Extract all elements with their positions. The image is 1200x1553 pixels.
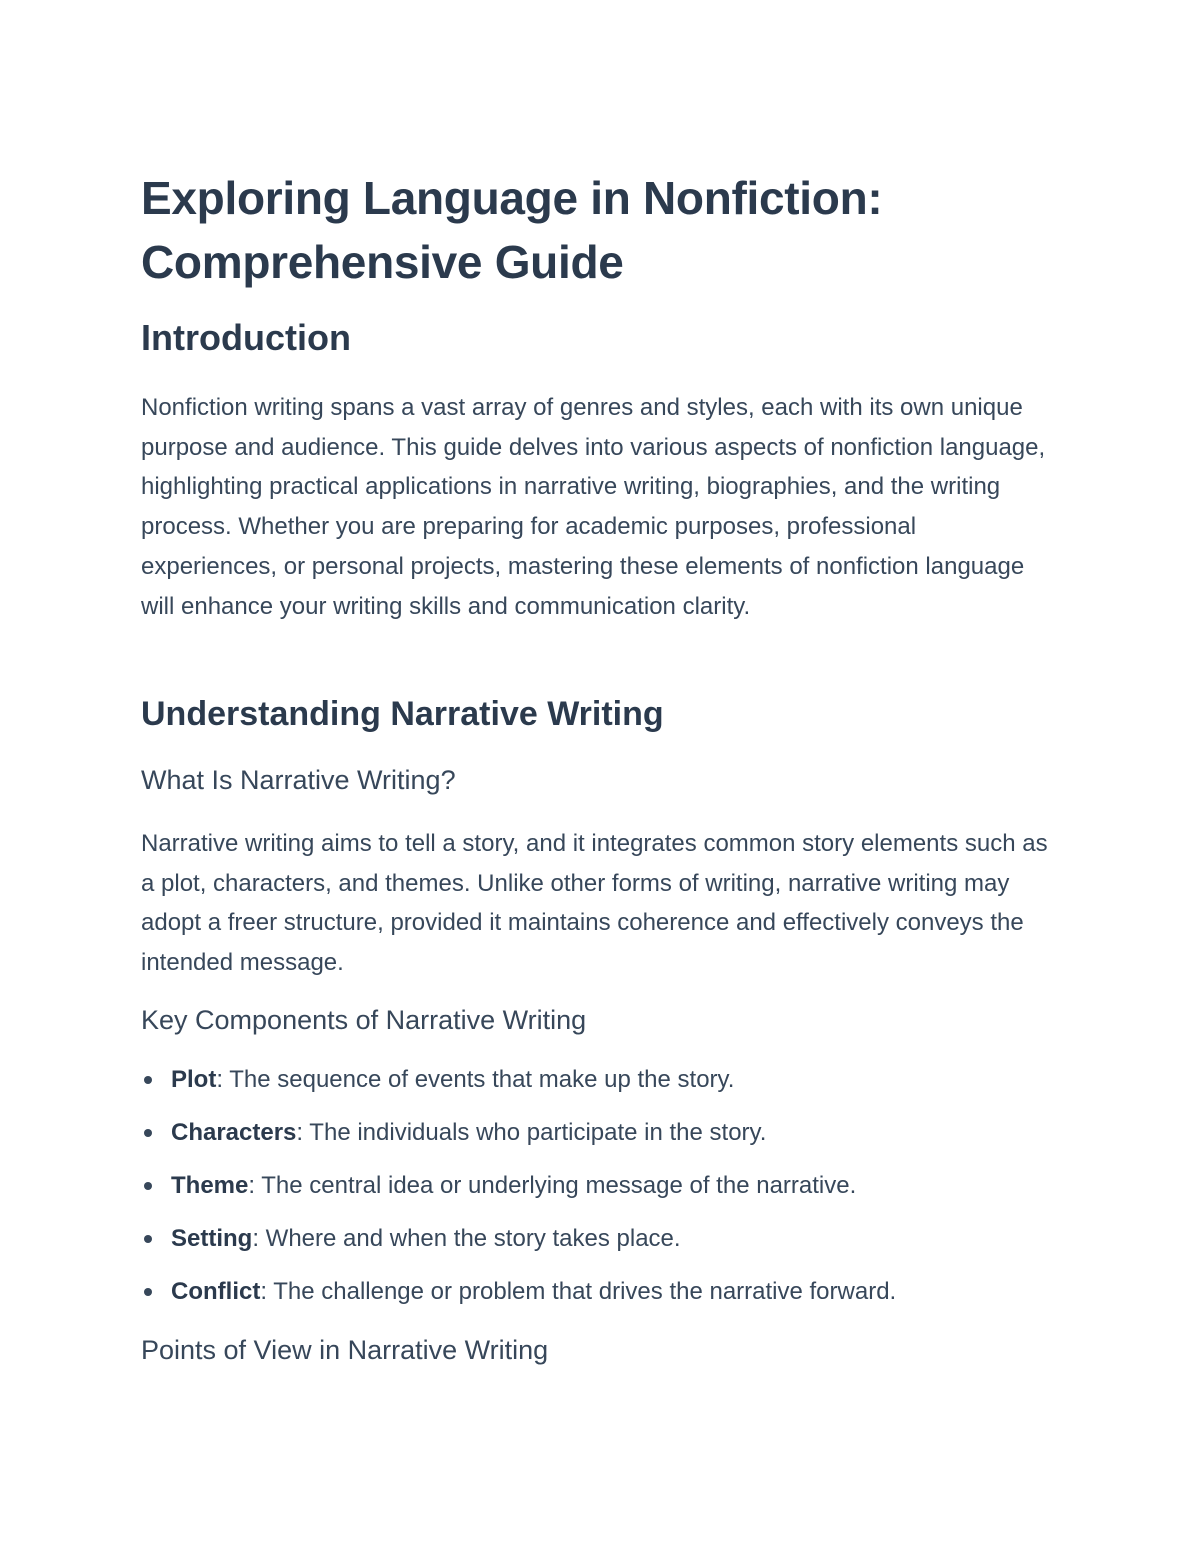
- list-item-term: Plot: [171, 1066, 217, 1093]
- list-item: [141, 1060, 1056, 1113]
- list-item-term: Theme: [171, 1172, 249, 1199]
- title-line-2: Comprehensive Guide: [141, 236, 624, 288]
- list-item: [141, 1166, 1056, 1219]
- list-item-term: Characters: [171, 1119, 297, 1146]
- list-item-term: Setting: [171, 1225, 253, 1252]
- introduction-paragraph: Nonfiction writing spans a vast array of genres and styles, each with its own unique purpose and audience. This guide delves into various aspects of nonfiction language, highlighting practical applications in narrative writing, biographies, and the writing process. Whether you are preparing for academic purposes, professional experiences, or personal projects, mastering these elements of nonfiction language will enhance your writing skills and communication clarity.: [141, 394, 1046, 620]
- document-title: [141, 166, 882, 294]
- list-item-term: Conflict: [171, 1278, 261, 1305]
- bullet-icon: [144, 1076, 152, 1084]
- list-item-text: : The central idea or underlying message of the narrative.: [248, 1172, 857, 1199]
- list-item-text: : Where and when the story takes place.: [252, 1225, 681, 1252]
- bullet-icon: [144, 1235, 152, 1243]
- points-of-view-heading: Points of View in Narrative Writing: [141, 1335, 549, 1365]
- list-item: [141, 1219, 1056, 1272]
- what-is-narrative-paragraph: Narrative writing aims to tell a story, and it integrates common story elements such as a plot, characters, and themes. Unlike other forms of writing, narrative writing may adopt a freer structure, provided it maintains coherence and effectively conveys the intended message.: [141, 830, 1048, 977]
- key-components-list: [141, 1060, 1056, 1325]
- list-item-text: : The challenge or problem that drives the narrative forward.: [260, 1278, 897, 1305]
- list-item-text: : The individuals who participate in the story.: [296, 1119, 767, 1146]
- list-item: [141, 1272, 1056, 1325]
- bullet-icon: [144, 1288, 152, 1296]
- key-components-heading: Key Components of Narrative Writing: [141, 1005, 587, 1035]
- list-item: [141, 1113, 1056, 1166]
- narrative-section-heading: Understanding Narrative Writing: [141, 695, 664, 733]
- introduction-heading: Introduction: [141, 317, 351, 358]
- title-line-1: Exploring Language in Nonfiction:: [141, 172, 883, 224]
- list-item-text: : The sequence of events that make up the story.: [216, 1066, 735, 1093]
- what-is-narrative-heading: What Is Narrative Writing?: [141, 765, 456, 795]
- bullet-icon: [144, 1129, 152, 1137]
- bullet-icon: [144, 1182, 152, 1190]
